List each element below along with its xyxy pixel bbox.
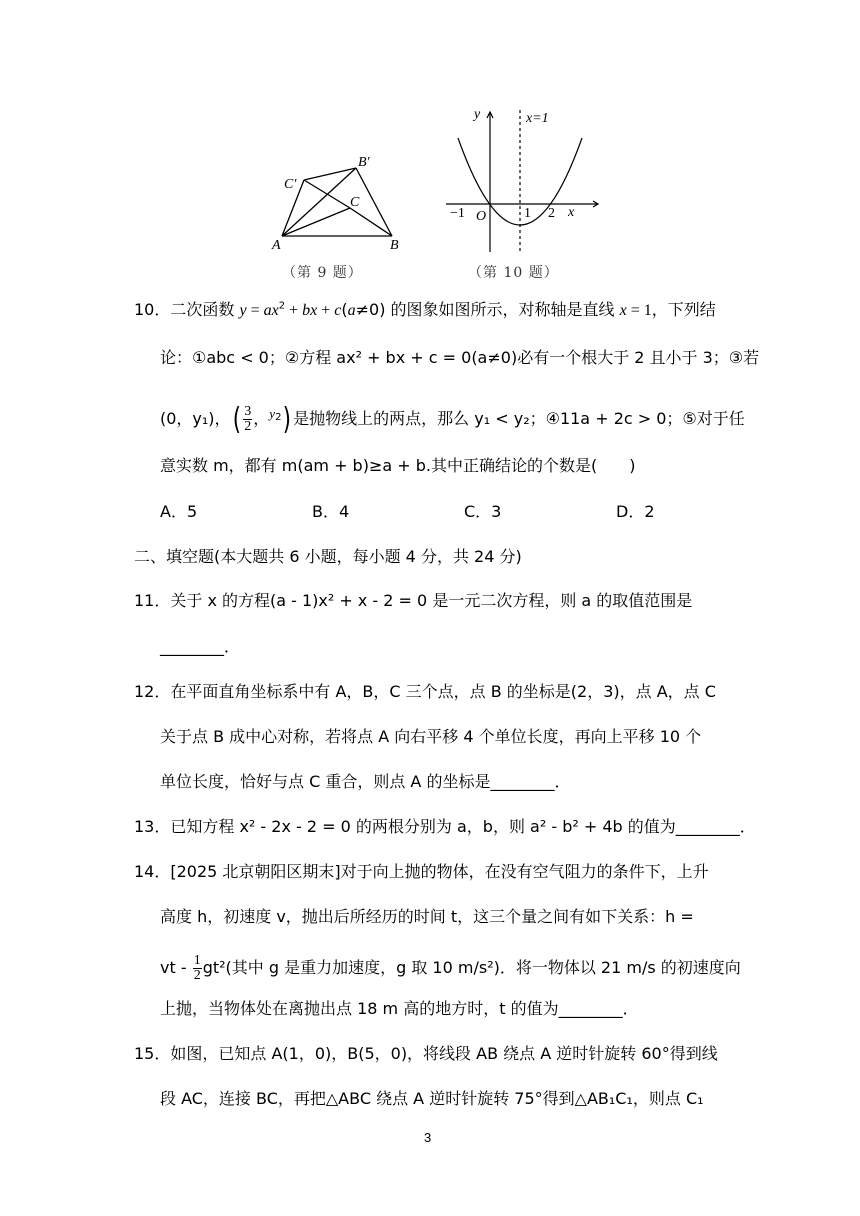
page-number: 3: [424, 1130, 432, 1145]
q10-option-c[interactable]: C．3: [464, 502, 502, 521]
label-B-prime: B′: [358, 155, 370, 170]
q10-number: 10．: [134, 300, 171, 319]
q10-option-b[interactable]: B．4: [312, 502, 350, 521]
q10-line3: (0，y₁)，( $\frac{3}{2}$ ，$^y_2$) 是抛物线上的两点，那么 y₁ < y₂；④11a + 2c > 0；⑤对于任: [160, 401, 745, 437]
q12-line1: 12．在平面直角坐标系中有 A，B，C 三个点，点 B 的坐标是(2，3)，点 A，点 C: [134, 682, 716, 701]
q10-line1: 10．二次函数 $y = ax^2$ + bx + c(a≠0) 的图象如图所示，对称轴是直线 x = 1，下列结: [134, 300, 716, 319]
label-two: 2: [548, 206, 555, 221]
q14-line4: 上抛，当物体处在离抛出点 18 m 高的地方时，t 的值为________．: [160, 999, 639, 1018]
q10-l3a: (0，y₁)，: [160, 409, 231, 428]
q10-function: y: [239, 302, 247, 319]
figure-10-parabola: [438, 104, 608, 258]
q13-line: 13．已知方程 x² - 2x - 2 = 0 的两根分别为 a，b，则 a² - b² + 4b 的值为________．: [134, 817, 756, 836]
figure-10-caption: （第 10 题）: [468, 265, 559, 281]
q14-l3a: vt -: [160, 958, 192, 977]
label-x: x: [568, 205, 575, 220]
q14-line2: 高度 h，初速度 v，抛出后所经历的时间 t，这三个量之间有如下关系：h =: [160, 907, 694, 926]
label-C: C: [350, 195, 360, 210]
q10-l1a: 二次函数: [170, 300, 240, 319]
figure-9-caption: （第 9 题）: [282, 265, 363, 281]
q12-line3: 单位长度，恰好与点 C 重合，则点 A 的坐标是________．: [160, 772, 571, 791]
q10-option-a[interactable]: A．5: [160, 502, 198, 521]
label-origin: O: [476, 209, 487, 224]
q10-l1c: ，下列结: [651, 300, 716, 319]
q12-line2: 关于点 B 成中心对称，若将点 A 向右平移 4 个单位长度，再向上平移 10 个: [160, 727, 702, 746]
section-2-heading: 二、填空题(本大题共 6 小题，每小题 4 分，共 24 分): [134, 547, 522, 566]
label-B: B: [390, 238, 399, 252]
q14-l3b: gt²(其中 g 是重力加速度，g 取 10 m/s²)．将一物体以 21 m/s 的初速度向: [202, 958, 741, 977]
label-C-prime: C′: [284, 177, 297, 192]
q15-line1: 15．如图，已知点 A(1，0)，B(5，0)，将线段 AB 绕点 A 逆时针旋转 60°得到线: [134, 1044, 718, 1063]
q14-line1: 14．[2025 北京朝阳区期末]对于向上抛的物体，在没有空气阻力的条件下，上升: [134, 862, 709, 881]
q10-line4: 意实数 m，都有 m(am + b)≥a + b.其中正确结论的个数是( ): [160, 456, 636, 475]
figures-row: [268, 104, 608, 284]
label-one: 1: [524, 206, 531, 221]
label-y: y: [474, 107, 481, 122]
q10-l3b: 是抛物线上的两点，那么 y₁ < y₂；④11a + 2c > 0；⑤对于任: [293, 409, 745, 428]
q15-line2: 段 AC，连接 BC，再把△ABC 绕点 A 逆时针旋转 75°得到△AB₁C₁，则点 C₁: [160, 1089, 704, 1108]
label-neg1: −1: [450, 206, 465, 221]
label-A: A: [272, 238, 281, 252]
q14-line3: vt - $\frac{1}{2}$ gt²(其中 g 是重力加速度，g 取 10 m/s²)．将一物体以 21 m/s 的初速度向: [160, 953, 741, 983]
q11-line1: 11．关于 x 的方程(a - 1)x² + x - 2 = 0 是一元二次方程，则 a 的取值范围是: [134, 591, 693, 610]
figure-9-quadrilateral: [268, 128, 408, 252]
q11-line2: ________．: [160, 637, 241, 656]
q10-option-d[interactable]: D．2: [616, 502, 655, 521]
q10-line2: 论：①abc < 0；②方程 ax² + bx + c = 0(a≠0)必有一个根大于 2 且小于 3；③若: [160, 348, 760, 367]
q10-l1b: 的图象如图所示，对称轴是直线: [385, 300, 620, 319]
label-axis-x1: x=1: [526, 111, 549, 126]
